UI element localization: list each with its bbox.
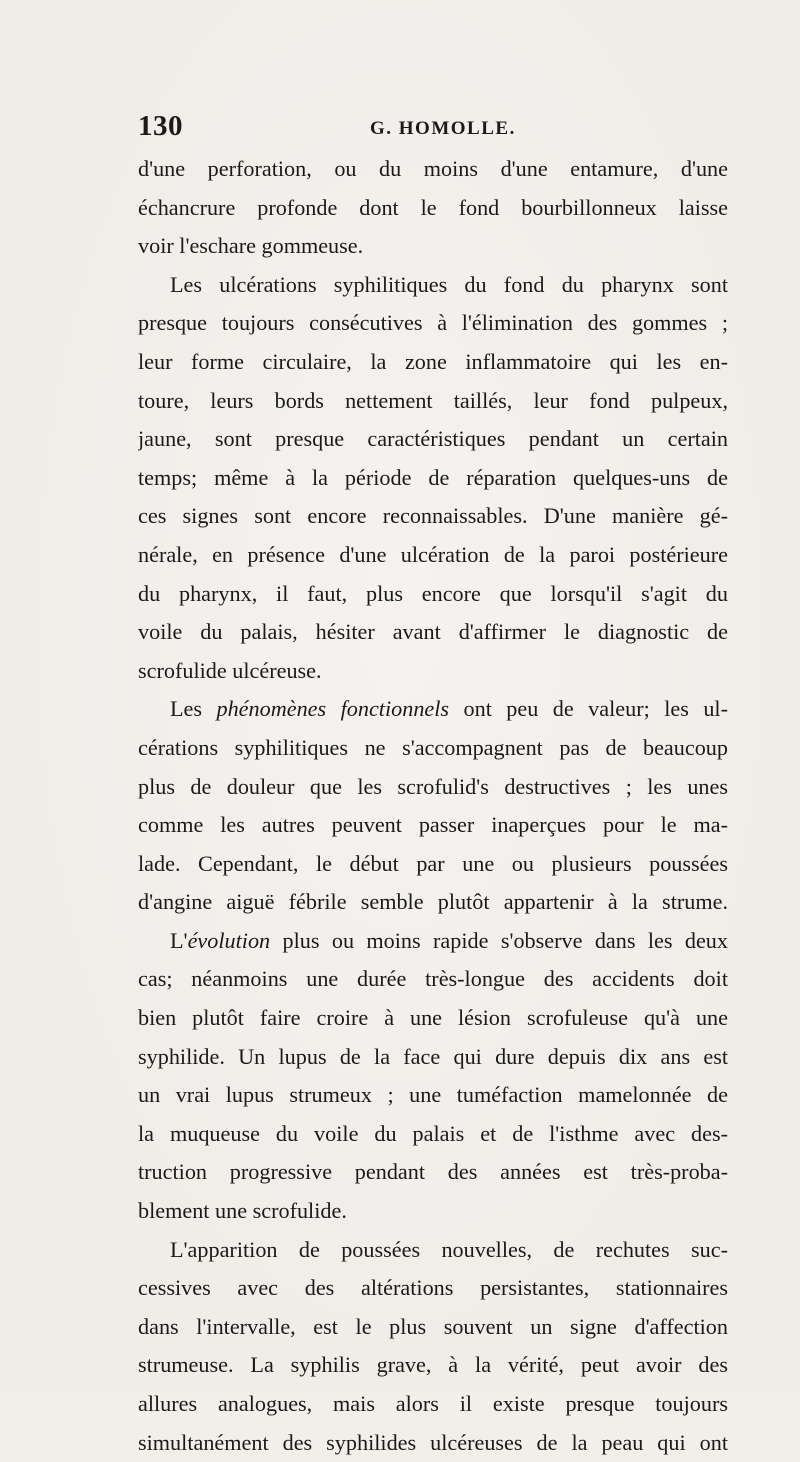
text-line: cérations syphilitiques ne s'accompagnent pas de beaucoup [138, 734, 728, 760]
text-line-with-emphasis [138, 922, 728, 961]
emphasis-phenomenes-fonctionnels: phénomènes fonctionnels [216, 696, 450, 722]
text-line: cessives avec des altérations persistantes, stationnaires [138, 1275, 728, 1301]
text-line-with-emphasis [138, 690, 728, 729]
text-line: L'apparition de poussées nouvelles, de rechutes suc- [170, 1236, 728, 1262]
text-line: presque toujours consécutives à l'élimination des gommes ; [138, 310, 728, 336]
text-line: un vrai lupus strumeux ; une tuméfaction mamelonnée de [138, 1082, 728, 1108]
text-line: voir l'eschare gommeuse. [138, 233, 364, 259]
text-line: simultanément des syphilides ulcéreuses de la peau qui ont [138, 1429, 728, 1455]
body-text [138, 150, 728, 1462]
text-line: la muqueuse du voile du palais et de l'isthme avec des- [138, 1120, 728, 1146]
text-line: échancrure profonde dont le fond bourbillonneux laisse [138, 194, 728, 220]
text-line: nérale, en présence d'une ulcération de la paroi postérieure [138, 541, 728, 567]
text-line: blement une scrofulide. [138, 1198, 347, 1224]
text-line: d'une perforation, ou du moins d'une entamure, d'une [138, 156, 728, 181]
text-line: truction progressive pendant des années est très-proba- [138, 1159, 728, 1185]
page-header [138, 110, 728, 144]
text-line: allures analogues, mais alors il existe presque toujours [138, 1391, 728, 1416]
text-segment: plus ou moins rapide s'observe dans les deux [270, 927, 728, 953]
text-line: ces signes sont encore reconnaissables. D'une manière gé- [138, 503, 728, 529]
running-head: G. HOMOLLE. [370, 118, 516, 139]
text-line: comme les autres peuvent passer inaperçues pour le ma- [138, 812, 728, 838]
text-line: toure, leurs bords nettement taillés, leur fond pulpeux, [138, 387, 728, 413]
text-line: jaune, sont presque caractéristiques pendant un certain [138, 426, 728, 452]
text-line: du pharynx, il faut, plus encore que lorsqu'il s'agit du [138, 580, 728, 606]
emphasis-evolution: évolution [187, 927, 271, 953]
text-line: dans l'intervalle, est le plus souvent un signe d'affection [138, 1313, 728, 1339]
text-line: lade. Cependant, le début par une ou plusieurs poussées [138, 850, 728, 876]
text-line: scrofulide ulcéreuse. [138, 657, 322, 683]
page-number: 130 [138, 110, 183, 142]
text-line: temps; même à la période de réparation quelques-uns de [138, 464, 728, 490]
text-line: plus de douleur que les scrofulid's destructives ; les unes [138, 773, 728, 799]
text-line: d'angine aiguë fébrile semble plutôt appartenir à la strume. [138, 889, 728, 915]
text-line: cas; néanmoins une durée très-longue des accidents doit [138, 966, 728, 992]
text-segment: Les [170, 696, 217, 722]
text-line: leur forme circulaire, la zone inflammatoire qui les en- [138, 348, 728, 374]
text-line: strumeuse. La syphilis grave, à la vérité, peut avoir des [138, 1352, 728, 1378]
text-line: Les ulcérations syphilitiques du fond du pharynx sont [170, 271, 728, 297]
text-segment: ont peu de valeur; les ul- [449, 696, 728, 722]
text-line: voile du palais, hésiter avant d'affirmer le diagnostic de [138, 619, 728, 645]
text-segment: L' [170, 927, 188, 953]
text-line: bien plutôt faire croire à une lésion scrofuleuse qu'à une [138, 1005, 728, 1031]
text-line: syphilide. Un lupus de la face qui dure depuis dix ans est [138, 1043, 728, 1069]
